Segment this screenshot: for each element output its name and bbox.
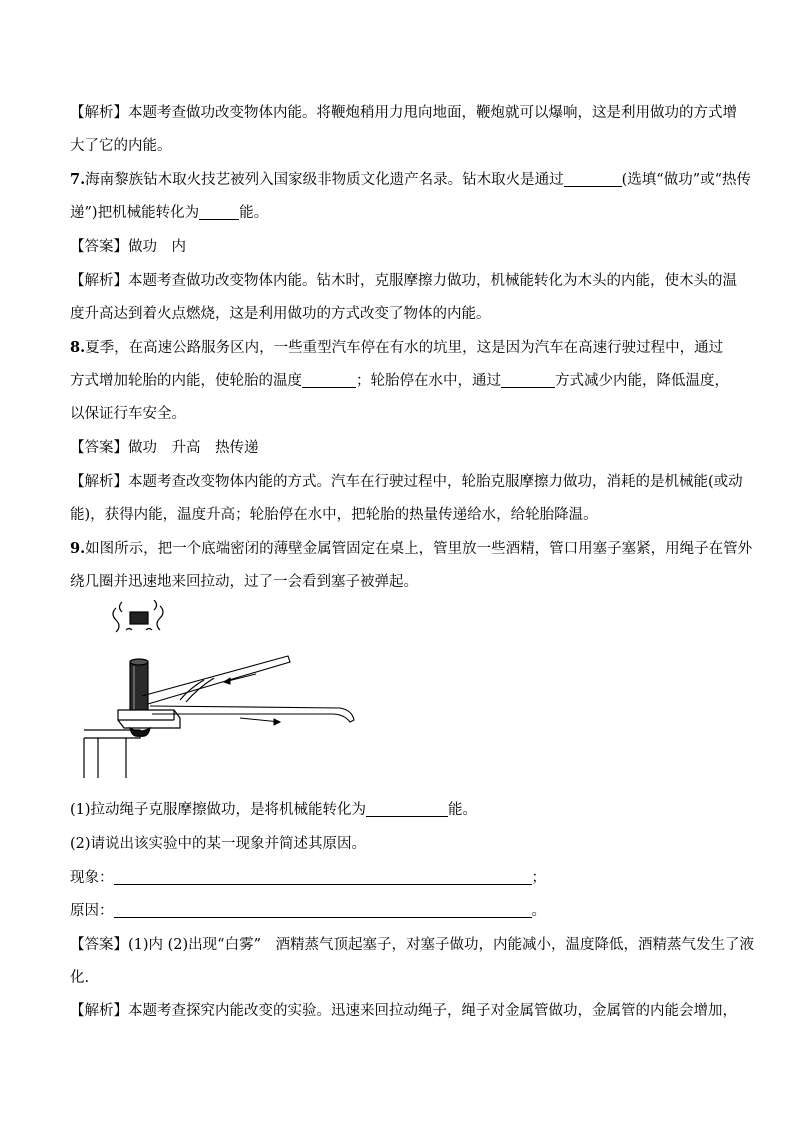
question-9-number: 9. <box>70 540 86 557</box>
question-9-part-1-text-b: 能。 <box>448 802 478 818</box>
reason-line <box>70 901 546 921</box>
question-7-text-d: 能。 <box>239 205 269 221</box>
question-9-line-2: 绕几圈并迅速地来回拉动，过了一会看到塞子被弹起。 <box>70 574 418 590</box>
question-7-number: 7. <box>70 171 86 188</box>
reason-blank[interactable] <box>114 903 532 918</box>
metal-tube-icon <box>130 659 148 714</box>
explanation-6-line-2: 大了它的内能。 <box>70 138 172 154</box>
answer-7: 【答案】做功 内 <box>70 239 186 255</box>
question-7-line-2 <box>70 203 268 223</box>
question-9-part-2: (2)请说出该实验中的某一现象并简述其原因。 <box>70 836 367 852</box>
table-icon <box>84 728 150 778</box>
answer-blank[interactable] <box>501 373 555 388</box>
answer-8: 【答案】做功 升高 热传递 <box>70 440 259 456</box>
experiment-figure <box>80 600 370 780</box>
question-8-text-b1: 方式增加轮胎的内能，使轮胎的温度 <box>70 373 302 389</box>
question-8-line-3: 以保证行车安全。 <box>70 406 186 422</box>
explanation-9-line-1: 【解析】本题考查探究内能改变的实验。迅速来回拉动绳子，绳子对金属管做功，金属管的内能会增加， <box>70 1003 737 1019</box>
phenomenon-blank[interactable] <box>114 870 532 885</box>
question-9-part-1-text-a: (1)拉动绳子克服摩擦做功，是将机械能转化为 <box>70 802 367 818</box>
question-7-line-1 <box>70 170 751 190</box>
question-8-text-b2: ；轮胎停在水中，通过 <box>356 373 501 389</box>
explanation-6-line-1: 【解析】本题考查做功改变物体内能。将鞭炮稍用力甩向地面，鞭炮就可以爆响，这是利用做功的方式增 <box>70 105 737 121</box>
question-8-number: 8. <box>70 339 86 356</box>
explanation-7-line-1: 【解析】本题考查做功改变物体内能。钻木时，克服摩擦力做功，机械能转化为木头的内能，使木头的温 <box>70 273 737 289</box>
question-8-text-a: 夏季，在高速公路服务区内，一些重型汽车停在有水的坑里，这是因为汽车在高速行驶过程中，通过 <box>85 340 724 356</box>
question-8-line-2 <box>70 371 729 391</box>
explanation-7-line-2: 度升高达到着火点燃烧，这是利用做功的方式改变了物体的内能。 <box>70 306 491 322</box>
answer-blank[interactable] <box>199 205 239 220</box>
phenomenon-end: ； <box>531 870 546 886</box>
explanation-8-line-1: 【解析】本题考查改变物体内能的方式。汽车在行驶过程中，轮胎克服摩擦力做功，消耗的是机械能(或动 <box>70 474 743 490</box>
phenomenon-label: 现象： <box>70 870 114 886</box>
clamp-base-icon <box>118 710 180 728</box>
reason-label: 原因： <box>70 903 114 919</box>
reason-end: 。 <box>531 903 546 919</box>
stopper-icon <box>113 600 163 632</box>
answer-9-line-2: 化. <box>70 970 90 986</box>
answer-blank[interactable] <box>366 802 448 817</box>
answer-blank[interactable] <box>302 373 356 388</box>
question-9-text-a: 如图所示，把一个底端密闭的薄壁金属管固定在桌上，管里放一些酒精，管口用塞子塞紧，用绳子在管外 <box>85 541 753 557</box>
question-7-text-c: 递”)把机械能转化为 <box>70 205 200 221</box>
question-7-text-a: 海南黎族钻木取火技艺被列入国家级非物质文化遗产名录。钻木取火是通过 <box>85 172 564 188</box>
arrow-icon <box>224 674 280 725</box>
question-9-line-1 <box>70 539 752 559</box>
question-7-text-b: (选填“做功”或“热传 <box>621 172 752 188</box>
question-8-line-1 <box>70 338 723 358</box>
explanation-8-line-2: 能)，获得内能，温度升高；轮胎停在水中，把轮胎的热量传递给水，给轮胎降温。 <box>70 507 598 523</box>
answer-blank[interactable] <box>564 172 622 187</box>
question-8-text-b3: 方式减少内能，降低温度， <box>555 373 729 389</box>
question-9-part-1 <box>70 800 477 820</box>
phenomenon-line <box>70 868 546 888</box>
answer-9-line-1: 【答案】(1)内 (2)出现“白雾” 酒精蒸气顶起塞子，对塞子做功，内能减小，温度降低，酒精蒸气发生了液 <box>70 937 755 953</box>
